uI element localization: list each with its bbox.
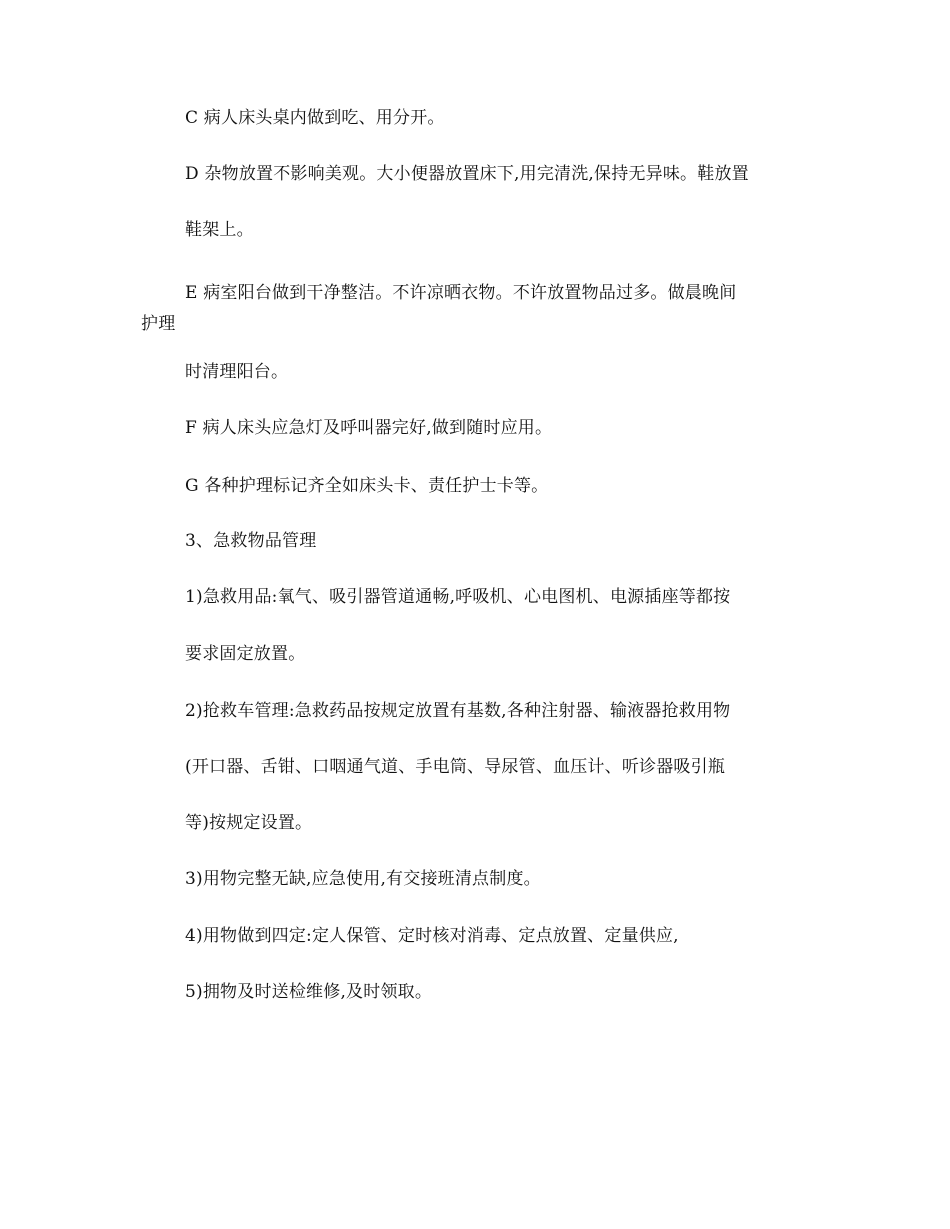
section-heading: 3、急救物品管理: [185, 531, 317, 551]
paragraph-line: 5)拥物及时送检维修,及时领取。: [185, 982, 433, 1002]
paragraph-line: 2)抢救车管理:急救药品按规定放置有基数,各种注射器、输液器抢救用物: [185, 701, 731, 721]
paragraph-line: 时清理阳台。: [185, 362, 289, 382]
paragraph-line: C 病人床头桌内做到吃、用分开。: [185, 108, 445, 128]
paragraph-line: 3)用物完整无缺,应急使用,有交接班清点制度。: [185, 869, 541, 889]
paragraph-line: 鞋架上。: [185, 220, 254, 240]
paragraph-line: D 杂物放置不影响美观。大小便器放置床下,用完清洗,保持无异味。鞋放置: [185, 164, 749, 184]
paragraph-line: F 病人床头应急灯及呼叫器完好,做到随时应用。: [185, 418, 553, 438]
paragraph-line: E 病室阳台做到干净整洁。不许凉晒衣物。不许放置物品过多。做晨晚间: [185, 283, 737, 303]
paragraph-line: 要求固定放置。: [185, 644, 306, 664]
paragraph-line: 4)用物做到四定:定人保管、定时核对消毒、定点放置、定量供应,: [185, 926, 679, 946]
paragraph-line: 等)按规定设置。: [185, 813, 313, 833]
paragraph-line: (开口器、舌钳、口咽通气道、手电筒、导尿管、血压计、听诊器吸引瓶: [185, 757, 726, 777]
paragraph-line: G 各种护理标记齐全如床头卡、责任护士卡等。: [185, 476, 549, 496]
paragraph-line: 护理: [141, 314, 176, 334]
paragraph-line: 1)急救用品:氧气、吸引器管道通畅,呼吸机、心电图机、电源插座等都按: [185, 587, 731, 607]
